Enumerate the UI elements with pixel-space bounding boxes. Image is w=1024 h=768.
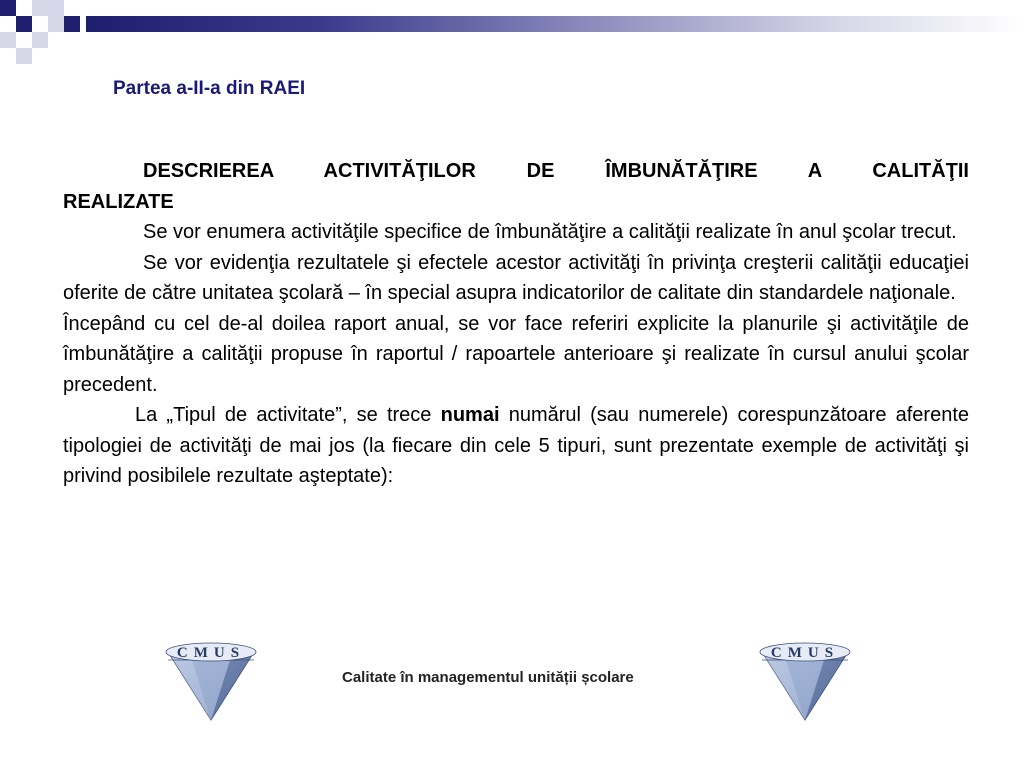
paragraph-4-emphasis: numai — [440, 404, 500, 426]
header-square — [32, 32, 48, 48]
logo-left-text: CMUS — [176, 645, 246, 661]
paragraph-4-end: numărul (sau numerele) corespunzătoare aferente tipologiei de activităţi de mai jos (la fiecare din cele 5 tipuri, sunt prezentate exemple de activităţi şi privind posibilele rezultate aşteptate): — [63, 404, 970, 487]
footer-text: Calitate în managementul unității școlare — [342, 669, 634, 686]
cmus-logo-left — [162, 640, 260, 722]
header-square — [48, 16, 64, 32]
paragraph-1: Se vor enumera activităţile specifice de îmbunătăţire a calităţii realizate în anul şcolar trecut. — [143, 221, 957, 243]
slide-content — [63, 156, 969, 492]
paragraph-3: Începând cu cel de-al doilea raport anual, se vor face referiri explicite la planurile şi activităţile de îmbunătăţire a calităţii propuse în raportul / rapoartele anterioare şi realizate în cursul anului şcolar precedent. — [63, 312, 969, 396]
paragraph-4 — [63, 400, 969, 492]
part-title: Partea a-II-a din RAEI — [113, 78, 306, 99]
section-title-continued — [63, 187, 969, 218]
section-title-line2: REALIZATE — [63, 190, 174, 213]
section-title — [63, 156, 969, 187]
cmus-logo-right — [756, 640, 854, 722]
diamond-logo-icon — [162, 640, 260, 722]
header-gradient-bar — [86, 16, 1024, 32]
header-square — [48, 0, 64, 16]
paragraph-2: Se vor evidenţia rezultatele şi efectele acestor activităţi în privinţa creşterii calităţii educaţiei oferite de către unitatea şcolară – în special asupra indicatorilor de calitate din standardele naţionale. — [63, 251, 969, 304]
header-square — [0, 32, 16, 48]
section-title-line1: DESCRIEREA ACTIVITĂŢILOR DE ÎMBUNĂTĂŢIRE A CALITĂŢII — [143, 160, 969, 182]
logo-right-text: CMUS — [770, 645, 840, 661]
header-square — [16, 48, 32, 64]
header-square — [0, 0, 16, 16]
header-square — [32, 0, 48, 16]
paragraph-4-start: La „Tipul de activitate”, se trece — [135, 404, 441, 426]
diamond-logo-icon — [756, 640, 854, 722]
header-square — [16, 16, 32, 32]
header-square — [64, 16, 80, 32]
